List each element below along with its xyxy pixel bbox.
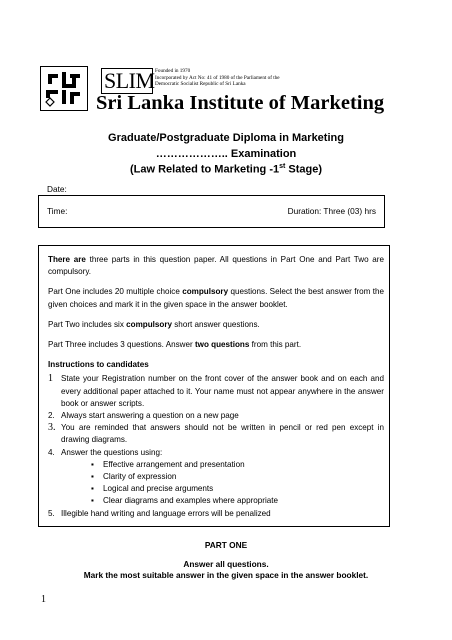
mark-answer-instruction: Mark the most suitable answer in the given space in the answer booklet. xyxy=(83,570,369,580)
criteria-item xyxy=(61,495,384,507)
part-three-desc-bold: two questions xyxy=(194,340,250,350)
instruction-text: State your Registration number on the front cover of the answer book and on each and every additional paper attached to it. Your name must not appear anywhere in the answer book or answer scripts. xyxy=(61,374,384,408)
part-one-description xyxy=(48,286,384,310)
criteria-text: Clarity of expression xyxy=(103,472,177,482)
criteria-text: Clear diagrams and examples where appropriate xyxy=(103,496,279,506)
part-one-desc-bold: compulsory xyxy=(182,287,229,297)
stage-superscript: st xyxy=(279,163,286,170)
instruction-number: 5. xyxy=(48,508,55,518)
instruction-item xyxy=(48,447,384,508)
duration-text: Duration: Three (03) hrs xyxy=(287,206,376,216)
answer-criteria-list xyxy=(61,459,384,508)
instruction-item xyxy=(48,373,384,410)
slim-wordmark: SLIM xyxy=(101,68,153,94)
slim-logo-icon xyxy=(40,66,88,111)
part-one-heading: PART ONE xyxy=(204,540,248,550)
answer-all-instruction: Answer all questions. xyxy=(183,559,269,569)
instructions-content xyxy=(48,254,384,520)
parts-overview-bold: There are xyxy=(48,255,86,264)
part-three-desc-pre: Part Three includes 3 questions. Answer xyxy=(48,340,195,350)
bullet-icon: ▪ xyxy=(91,496,94,506)
parts-overview xyxy=(48,254,384,278)
incorporated-line-1: Incorporated by Act No: 41 of 1980 of the Parliament of the xyxy=(155,74,280,81)
time-label: Time: xyxy=(47,206,68,216)
part-two-desc-post: short answer questions. xyxy=(172,319,260,329)
date-label: Date: xyxy=(47,184,67,194)
bullet-icon: ▪ xyxy=(91,472,94,482)
instructions-heading: Instructions to candidates xyxy=(48,360,149,370)
parts-overview-text: three parts in this question paper. All questions in Part One and Part Two are compulsory. xyxy=(48,255,384,277)
part-three-desc-post: from this part. xyxy=(249,340,302,350)
instruction-item xyxy=(48,410,384,422)
instruction-text: Always start answering a question on a new page xyxy=(61,411,239,421)
instruction-text: You are reminded that answers should not be written in pencil or red pen except in drawing diagrams. xyxy=(61,423,384,445)
instruction-text: Answer the questions using: xyxy=(61,447,163,457)
instruction-number: 2. xyxy=(48,411,55,421)
page-number: 1 xyxy=(41,594,46,605)
bullet-icon: ▪ xyxy=(91,484,94,494)
instruction-item xyxy=(48,422,384,446)
exam-title-line-1: Graduate/Postgraduate Diploma in Marketing xyxy=(108,132,344,144)
founded-line: Founded in 1970 xyxy=(155,68,191,74)
criteria-text: Effective arrangement and presentation xyxy=(103,459,245,469)
institute-name: Sri Lanka Institute of Marketing xyxy=(96,92,385,114)
criteria-item xyxy=(61,471,384,483)
part-two-description xyxy=(48,319,384,331)
exam-subject xyxy=(0,163,452,176)
instruction-number: 4. xyxy=(48,447,55,457)
part-one-desc-pre: Part One includes 20 multiple choice xyxy=(48,287,183,297)
instructions-list xyxy=(48,373,384,519)
part-three-description xyxy=(48,339,384,351)
instruction-text: Illegible hand writing and language errors will be penalized xyxy=(61,508,271,518)
instruction-number: 1 xyxy=(48,373,53,385)
part-one-desc-post: questions. Select the best answer from the given choices and mark it in the given space in the answer booklet. xyxy=(48,287,384,309)
instructions-box xyxy=(38,245,390,527)
part-two-desc-bold: compulsory xyxy=(126,319,173,329)
founding-details xyxy=(155,68,325,88)
criteria-text: Logical and precise arguments xyxy=(103,484,214,494)
part-two-desc-pre: Part Two includes six xyxy=(48,319,127,329)
instruction-number: 3. xyxy=(48,422,56,434)
time-duration-box xyxy=(38,195,385,228)
subject-stage: Stage) xyxy=(285,163,323,176)
criteria-item xyxy=(61,483,384,495)
exam-title-line-2: ……………….. Examination xyxy=(155,148,297,160)
incorporated-line-2: Democratic Socialist Republic of Sri Lanka xyxy=(155,81,246,87)
bullet-icon: ▪ xyxy=(91,459,94,469)
subject-text: (Law Related to Marketing -1 xyxy=(129,163,280,176)
criteria-item xyxy=(61,459,384,471)
instruction-item xyxy=(48,508,384,520)
